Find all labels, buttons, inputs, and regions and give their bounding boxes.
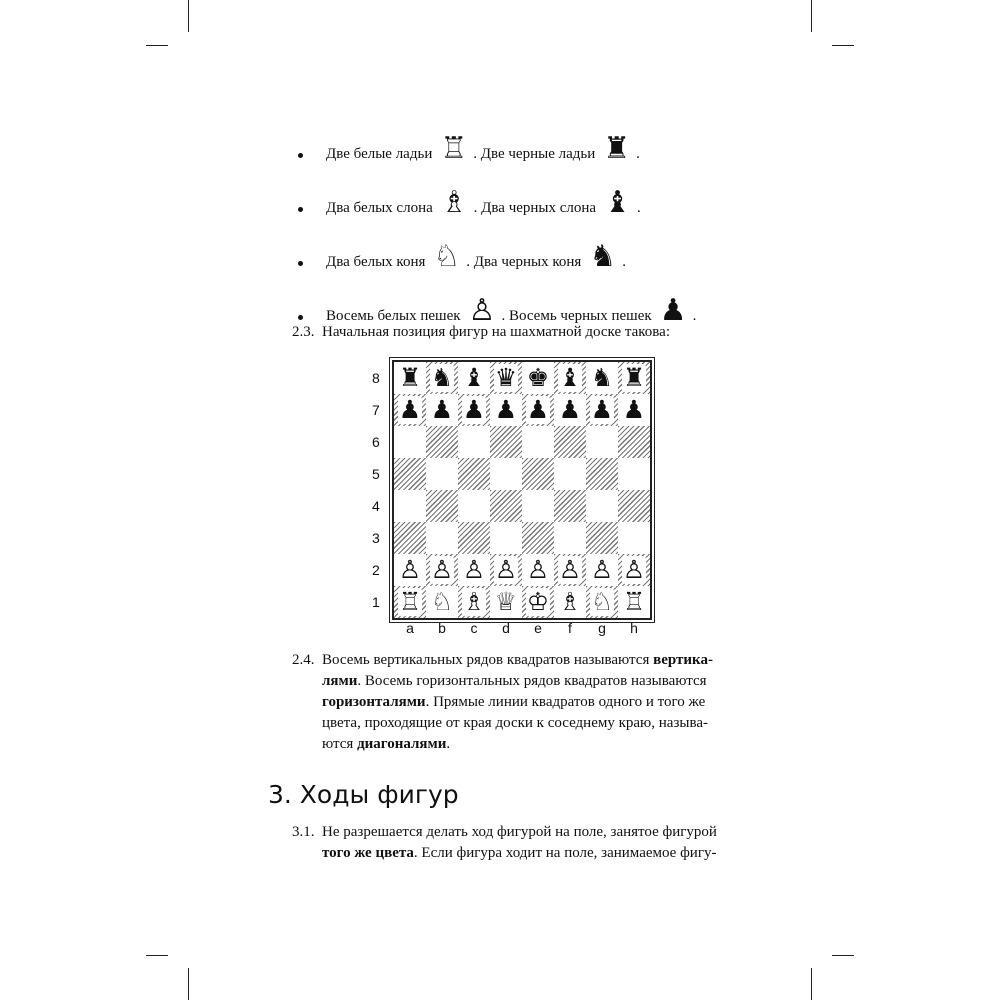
chess-piece-icon: ♙ <box>494 555 518 584</box>
square-a7 <box>394 394 426 426</box>
chess-piece-icon: ♗ <box>558 587 582 616</box>
text-fragment: . Прямые линии квадратов одного и того же <box>425 694 706 710</box>
text-fragment: . Если фигура ходит на поле, занимаемое фигу- <box>413 845 717 861</box>
square-c8 <box>458 362 490 394</box>
rank-labels <box>372 362 386 618</box>
file-label: e <box>534 620 542 636</box>
rank-label: 5 <box>372 466 380 482</box>
square-a3 <box>394 522 426 554</box>
text-fragment: ются <box>322 736 358 752</box>
white-rook-icon: ♖ <box>440 131 468 166</box>
square-b7 <box>426 394 458 426</box>
crop-mark <box>811 0 812 32</box>
square-d3 <box>490 522 522 554</box>
chess-piece-icon: ♙ <box>462 555 486 584</box>
paragraph-number: 3.1. <box>292 824 315 840</box>
chess-piece-icon: ♙ <box>430 555 454 584</box>
crop-mark <box>811 968 812 1000</box>
square-h1 <box>618 586 650 618</box>
square-f3 <box>554 522 586 554</box>
chess-piece-icon: ♚ <box>526 363 550 392</box>
list-item <box>298 164 738 218</box>
square-g6 <box>586 426 618 458</box>
item-text: . Две черные ладьи <box>473 146 596 162</box>
chess-piece-icon: ♙ <box>590 555 614 584</box>
square-f2 <box>554 554 586 586</box>
term-vertical: вертика- <box>653 652 713 668</box>
square-b3 <box>426 522 458 554</box>
square-a5 <box>394 458 426 490</box>
square-f8 <box>554 362 586 394</box>
text-line: Восемь вертикальных рядов квадратов называются <box>322 652 654 668</box>
square-b8 <box>426 362 458 394</box>
square-e8 <box>522 362 554 394</box>
chess-piece-icon: ♟ <box>494 395 518 424</box>
chess-piece-icon: ♟ <box>622 395 646 424</box>
square-c4 <box>458 490 490 522</box>
square-d8 <box>490 362 522 394</box>
square-h3 <box>618 522 650 554</box>
square-e5 <box>522 458 554 490</box>
item-text: . <box>637 200 641 216</box>
chess-piece-icon: ♟ <box>590 395 614 424</box>
chess-piece-icon: ♟ <box>526 395 550 424</box>
crop-mark <box>146 955 168 956</box>
rank-label: 4 <box>372 498 380 514</box>
bullet-icon <box>298 315 303 320</box>
file-label: a <box>406 620 414 636</box>
section-heading: 3. Ходы фигур <box>268 780 459 809</box>
square-g5 <box>586 458 618 490</box>
list-item <box>298 218 738 272</box>
chess-piece-icon: ♘ <box>590 587 614 616</box>
chess-piece-icon: ♖ <box>622 587 646 616</box>
square-c3 <box>458 522 490 554</box>
square-b5 <box>426 458 458 490</box>
file-label: g <box>598 620 606 636</box>
text-fragment: . Восемь горизонтальных рядов квадратов называются <box>357 673 707 689</box>
chess-piece-icon: ♙ <box>622 555 646 584</box>
square-d7 <box>490 394 522 426</box>
piece-list <box>298 110 738 326</box>
chess-piece-icon: ♜ <box>622 363 646 392</box>
chess-piece-icon: ♟ <box>430 395 454 424</box>
square-h2 <box>618 554 650 586</box>
chessboard-diagram <box>366 356 656 646</box>
square-f5 <box>554 458 586 490</box>
square-e4 <box>522 490 554 522</box>
chess-piece-icon: ♔ <box>526 587 550 616</box>
square-d4 <box>490 490 522 522</box>
chess-piece-icon: ♟ <box>398 395 422 424</box>
square-g2 <box>586 554 618 586</box>
chess-piece-icon: ♙ <box>398 555 422 584</box>
square-h5 <box>618 458 650 490</box>
text-line <box>292 692 757 713</box>
term-horizontal: горизонталями <box>322 694 426 710</box>
square-d1 <box>490 586 522 618</box>
square-h4 <box>618 490 650 522</box>
square-a4 <box>394 490 426 522</box>
paragraph-number: 2.4. <box>292 652 315 668</box>
crop-mark <box>188 0 189 32</box>
rank-label: 7 <box>372 402 380 418</box>
list-item <box>298 272 738 326</box>
square-e3 <box>522 522 554 554</box>
square-d6 <box>490 426 522 458</box>
file-label: f <box>568 620 572 636</box>
black-pawn-icon: ♟ <box>659 293 687 328</box>
square-c6 <box>458 426 490 458</box>
square-d2 <box>490 554 522 586</box>
item-text: Два белых слона <box>326 200 433 216</box>
chess-piece-icon: ♘ <box>430 587 454 616</box>
square-g1 <box>586 586 618 618</box>
text-line: цвета, проходящие от края доски к соседнему краю, называ- <box>322 715 708 731</box>
square-e2 <box>522 554 554 586</box>
black-knight-icon: ♞ <box>589 239 617 274</box>
rank-label: 6 <box>372 434 380 450</box>
square-a6 <box>394 426 426 458</box>
white-knight-icon: ♘ <box>433 239 461 274</box>
paragraph-3-1 <box>292 822 757 864</box>
rank-label: 1 <box>372 594 380 610</box>
text-line: Не разрешается делать ход фигурой на поле, занятое фигурой <box>322 824 717 840</box>
paragraph-2-3 <box>292 322 757 343</box>
file-label: h <box>630 620 638 636</box>
square-b4 <box>426 490 458 522</box>
paragraph-text: Начальная позиция фигур на шахматной доске такова: <box>322 324 670 340</box>
crop-mark <box>146 45 168 46</box>
chess-piece-icon: ♙ <box>526 555 550 584</box>
file-label: d <box>502 620 510 636</box>
bullet-icon <box>298 207 303 212</box>
item-text: . <box>636 146 640 162</box>
square-e7 <box>522 394 554 426</box>
square-h6 <box>618 426 650 458</box>
black-rook-icon: ♜ <box>603 131 631 166</box>
square-g3 <box>586 522 618 554</box>
chess-piece-icon: ♞ <box>430 363 454 392</box>
square-f6 <box>554 426 586 458</box>
chess-piece-icon: ♝ <box>462 363 486 392</box>
rank-label: 8 <box>372 370 380 386</box>
square-h8 <box>618 362 650 394</box>
square-e6 <box>522 426 554 458</box>
square-g7 <box>586 394 618 426</box>
rank-label: 3 <box>372 530 380 546</box>
bullet-icon <box>298 261 303 266</box>
chess-piece-icon: ♞ <box>590 363 614 392</box>
square-h7 <box>618 394 650 426</box>
square-b6 <box>426 426 458 458</box>
rank-label: 2 <box>372 562 380 578</box>
text-line <box>292 843 757 864</box>
square-g8 <box>586 362 618 394</box>
paragraph-number: 2.3. <box>292 324 315 340</box>
square-g4 <box>586 490 618 522</box>
chessboard <box>392 360 652 620</box>
square-c5 <box>458 458 490 490</box>
square-c7 <box>458 394 490 426</box>
square-b1 <box>426 586 458 618</box>
item-text: . <box>692 308 697 324</box>
chess-piece-icon: ♝ <box>558 363 582 392</box>
item-text: Два белых коня <box>326 254 426 270</box>
square-f7 <box>554 394 586 426</box>
black-bishop-icon: ♝ <box>604 185 631 220</box>
square-e1 <box>522 586 554 618</box>
board-grid <box>394 362 650 618</box>
crop-mark <box>188 968 189 1000</box>
square-f4 <box>554 490 586 522</box>
text-line <box>292 734 757 755</box>
square-f1 <box>554 586 586 618</box>
term-same-color: того же цвета <box>322 845 414 861</box>
file-labels <box>394 620 650 636</box>
square-a2 <box>394 554 426 586</box>
chess-piece-icon: ♛ <box>494 363 518 392</box>
item-text: . Два черных коня <box>466 254 582 270</box>
white-bishop-icon: ♗ <box>440 185 468 220</box>
item-text: . Восемь черных пешек <box>501 308 652 324</box>
text-line <box>292 671 757 692</box>
chess-piece-icon: ♙ <box>558 555 582 584</box>
crop-mark <box>832 955 854 956</box>
file-label: c <box>470 620 478 636</box>
text-fragment: . <box>446 736 451 752</box>
square-c2 <box>458 554 490 586</box>
item-text: Восемь белых пешек <box>326 308 461 324</box>
term-vertical-end: лями <box>322 673 358 689</box>
chess-piece-icon: ♜ <box>398 363 422 392</box>
file-label: b <box>438 620 446 636</box>
item-text: . Два черных слона <box>473 200 597 216</box>
term-diagonal: диагоналями <box>357 736 447 752</box>
chess-piece-icon: ♗ <box>462 587 486 616</box>
square-c1 <box>458 586 490 618</box>
item-text: . <box>622 254 626 270</box>
list-item <box>298 110 738 164</box>
square-d5 <box>490 458 522 490</box>
square-a8 <box>394 362 426 394</box>
chess-piece-icon: ♟ <box>558 395 582 424</box>
item-text: Две белые ладьи <box>326 146 433 162</box>
chess-piece-icon: ♕ <box>494 587 518 616</box>
crop-mark <box>832 45 854 46</box>
chess-piece-icon: ♟ <box>462 395 486 424</box>
square-b2 <box>426 554 458 586</box>
paragraph-2-4 <box>292 650 757 755</box>
bullet-icon <box>298 153 303 158</box>
square-a1 <box>394 586 426 618</box>
white-pawn-icon: ♙ <box>468 293 496 328</box>
chess-piece-icon: ♖ <box>398 587 422 616</box>
